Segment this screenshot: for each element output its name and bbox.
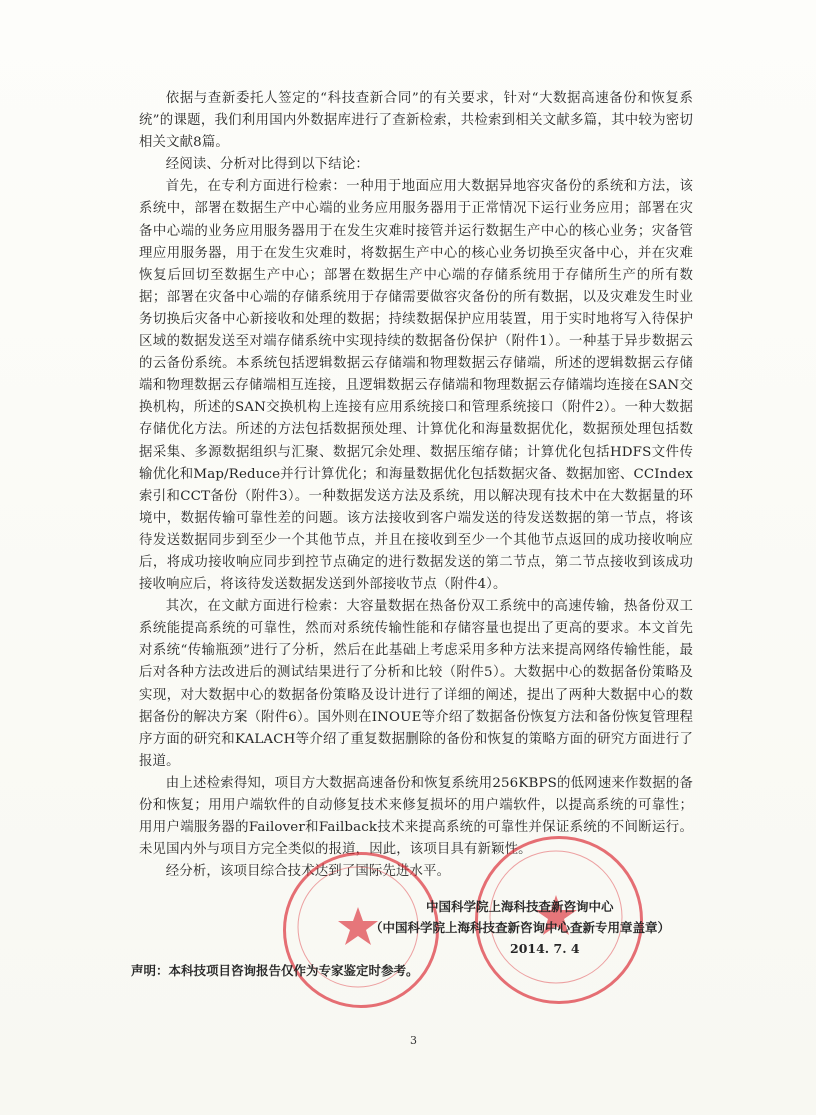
issuing-organization: 中国科学院上海科技查新咨询中心 (426, 899, 614, 914)
intro-paragraph: 依据与查新委托人签定的“科技查新合同”的有关要求，针对“大数据高速备份和恢复系统”的课题，我们利用国内外数据库进行了查新检索，共检索到相关文献多篇，其中较为密切相关文献8篇。 (139, 91, 693, 151)
signature-block (370, 896, 730, 959)
novelty-paragraph: 由上述检索得知，项目方大数据高速备份和恢复系统用256KBPS的低网速来作数据的备份和恢复；用用户端软件的自动修复技术来修复损坏的用户端软件，以提高系统的可靠性；用用户端服务器的Failover和Failback技术来提高系统的可靠性并保证系统的不间断运行。未见国内外与项目方完全类似的报道，因此，该项目具有新颖性。 (139, 775, 693, 858)
page-number: 3 (410, 1034, 417, 1047)
patent-search-paragraph: 首先，在专利方面进行检索：一种用于地面应用大数据异地容灾备份的系统和方法，该系统中，部署在数据生产中心端的业务应用服务器用于正常情况下运行业务应用；部署在灾备中心端的业务应用服务器用于在发生灾难时接管并运行数据生产中心的核心业务；灾备管理应用服务器，用于在发生灾难时，将数据生产中心的核心业务切换至灾备中心，并在灾难恢复后回切至数据生产中心；部署在数据生产中心端的存储系统用于存储所生产的所有数据；部署在灾备中心端的存储系统用于存储需要做容灾备份的所有数据，以及灾难发生时业务切换后灾备中心新接收和处理的数据；持续数据保护应用装置，用于实时地将写入待保护区域的数据发送至对端存储系统中实现持续的数据备份保护（附件1）。一种基于异步数据云的云备份系统。本系统包括逻辑数据云存储端和物理数据云存储端，所述的逻辑数据云存储端和物理数据云存储端相互连接，且逻辑数据云存储端和物理数据云存储端均连接在SAN交换机构，所述的SAN交换机构上连接有应用系统接口和管理系统接口（附件2）。一种大数据存储优化方法。所述的方法包括数据预处理、计算优化和海量数据优化，数据预处理包括数据采集、多源数据组织与汇聚、数据冗余处理、数据压缩存储；计算优化包括HDFS文件传输优化和Map/Reduce并行计算优化；和海量数据优化包括数据灾备、数据加密、CCIndex索引和CCT备份（附件3）。一种数据发送方法及系统，用以解决现有技术中在大数据量的环境中，数据传输可靠性差的问题。该方法接收到客户端发送的待发送数据的第一节点，将该待发送数据同步到至少一个其他节点，并且在接收到至少一个其他节点返回的成功接收响应后，将成功接收响应同步到控节点确定的进行数据发送的第二节点，第二节点接收到该成功接收响应后，将该待发送数据发送到外部接收节点（附件4）。 (139, 179, 693, 593)
seal-note: （中国科学院上海科技查新咨询中心查新专用章盖章） (370, 920, 671, 935)
report-body (139, 88, 693, 883)
literature-search-paragraph: 其次，在文献方面进行检索：大容量数据在热备份双工系统中的高速传输，热备份双工系统能提高系统的可靠性，然而对系统传输性能和存储容量也提出了更高的要求。本文首先对系统“传输瓶颈”进行了分析，然后在此基础上考虑采用多种方法来提高网络传输性能，最后对各种方法改进后的测试结果进行了分析和比较（附件5）。大数据中心的数据备份策略及实现，对大数据中心的数据备份策略及设计进行了详细的阐述，提出了两种大数据中心的数据备份的解决方案（附件6）。国外则在INOUE等介绍了数据备份恢复方法和备份恢复管理程序方面的研究和KALACH等介绍了重复数据删除的备份和恢复的策略方面的研究方面进行了报道。 (139, 599, 693, 769)
final-assessment-paragraph: 经分析，该项目综合技术达到了国际先进水平。 (165, 864, 451, 880)
issue-date: 2014. 7. 4 (510, 941, 580, 956)
disclaimer: 声明：本科技项目咨询报告仅作为专家鉴定时参考。 (131, 963, 419, 978)
conclusion-lead-paragraph: 经阅读、分析对比得到以下结论： (165, 157, 369, 173)
